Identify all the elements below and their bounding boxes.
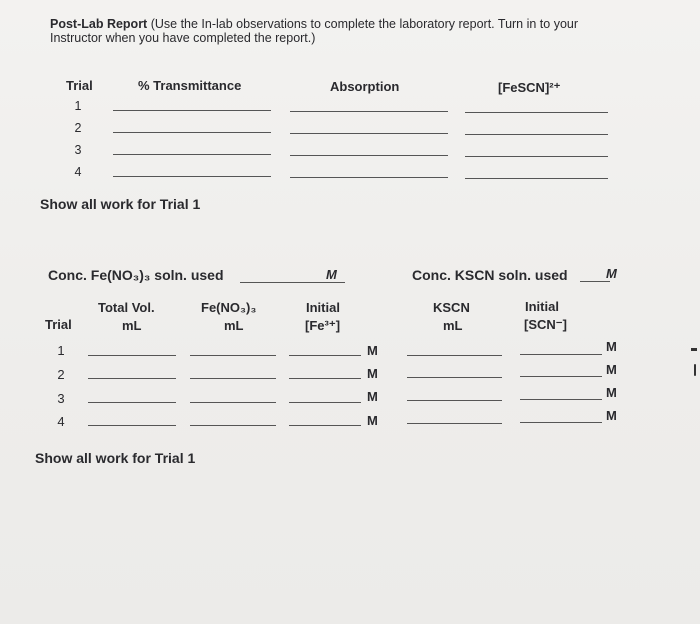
fescn-field[interactable] xyxy=(465,134,608,135)
trial-number: 1 xyxy=(74,99,82,113)
feno3-vol-field[interactable] xyxy=(190,378,276,379)
init-scn-unit: M xyxy=(606,339,617,354)
total-vol-field[interactable] xyxy=(88,355,176,356)
table2-trial-header: Trial xyxy=(45,317,72,332)
init-fe-unit: M xyxy=(367,413,378,428)
init-scn-header: Initial xyxy=(525,299,559,314)
show-work-label: Show all work for Trial 1 xyxy=(40,196,201,212)
fescn-field[interactable] xyxy=(465,156,608,157)
conc-feno3-unit: M xyxy=(326,267,337,282)
conc-kscn-label: Conc. KSCN soln. used xyxy=(412,267,568,283)
edge-paren-mark xyxy=(694,364,696,376)
table1-absorption-header: Absorption xyxy=(330,79,400,94)
table1-fescn-header: [FeSCN]²⁺ xyxy=(498,80,561,95)
init-fe-species: [Fe³⁺] xyxy=(305,318,341,333)
absorption-field[interactable] xyxy=(290,111,448,112)
trial-number: 3 xyxy=(74,143,82,157)
fescn-field[interactable] xyxy=(465,112,608,113)
init-scn-field[interactable] xyxy=(520,399,602,400)
init-scn-species: [SCN⁻] xyxy=(524,317,567,332)
absorption-field[interactable] xyxy=(290,155,448,156)
init-fe-unit: M xyxy=(367,389,378,404)
init-scn-field[interactable] xyxy=(520,354,602,355)
conc-feno3-field[interactable] xyxy=(240,282,345,283)
kscn-unit: mL xyxy=(443,318,463,333)
feno3-header: Fe(NO₃)₃ xyxy=(201,300,257,315)
total-vol-field[interactable] xyxy=(88,378,176,379)
init-scn-unit: M xyxy=(606,408,617,423)
absorption-field[interactable] xyxy=(290,177,448,178)
trial-number: 2 xyxy=(74,121,82,135)
table1-transmittance-header: % Transmittance xyxy=(138,78,242,93)
transmittance-field[interactable] xyxy=(113,132,271,133)
trial-number: 2 xyxy=(57,367,65,382)
kscn-vol-field[interactable] xyxy=(407,355,502,356)
init-scn-unit: M xyxy=(606,385,617,400)
conc-feno3-label: Conc. Fe(NO₃)₃ soln. used xyxy=(48,267,224,283)
init-scn-field[interactable] xyxy=(520,422,602,423)
report-instructions: (Use the In-lab observations to complete the laboratory report. Turn in to your Instructor when you have completed the report.) xyxy=(50,17,579,45)
trial-number: 4 xyxy=(74,165,82,179)
transmittance-field[interactable] xyxy=(113,176,271,177)
show-work-label: Show all work for Trial 1 xyxy=(35,450,196,466)
feno3-vol-field[interactable] xyxy=(190,355,276,356)
trial-number: 4 xyxy=(57,414,65,429)
report-title: Post-Lab Report xyxy=(50,17,148,31)
init-scn-field[interactable] xyxy=(520,376,602,377)
total-vol-field[interactable] xyxy=(88,402,176,403)
edge-dash-mark xyxy=(691,348,697,351)
init-fe-header: Initial xyxy=(306,300,340,315)
total-vol-header: Total Vol. xyxy=(98,300,155,315)
trial-number: 3 xyxy=(57,391,65,406)
trial-number: 1 xyxy=(57,343,65,358)
kscn-vol-field[interactable] xyxy=(407,423,502,424)
init-fe-field[interactable] xyxy=(289,355,361,356)
kscn-vol-field[interactable] xyxy=(407,400,502,401)
total-vol-field[interactable] xyxy=(88,425,176,426)
init-fe-unit: M xyxy=(367,366,378,381)
transmittance-field[interactable] xyxy=(113,154,271,155)
table1-trial-header: Trial xyxy=(66,78,93,93)
feno3-unit: mL xyxy=(224,318,244,333)
init-fe-field[interactable] xyxy=(289,378,361,379)
init-fe-field[interactable] xyxy=(289,402,361,403)
init-fe-unit: M xyxy=(367,343,378,358)
feno3-vol-field[interactable] xyxy=(190,425,276,426)
conc-kscn-unit: M xyxy=(606,266,617,281)
transmittance-field[interactable] xyxy=(113,110,271,111)
intro-paragraph xyxy=(50,17,630,45)
fescn-field[interactable] xyxy=(465,178,608,179)
absorption-field[interactable] xyxy=(290,133,448,134)
init-scn-unit: M xyxy=(606,362,617,377)
kscn-header: KSCN xyxy=(433,300,470,315)
kscn-vol-field[interactable] xyxy=(407,377,502,378)
total-vol-unit: mL xyxy=(122,318,142,333)
conc-kscn-field[interactable] xyxy=(580,281,610,282)
feno3-vol-field[interactable] xyxy=(190,402,276,403)
init-fe-field[interactable] xyxy=(289,425,361,426)
